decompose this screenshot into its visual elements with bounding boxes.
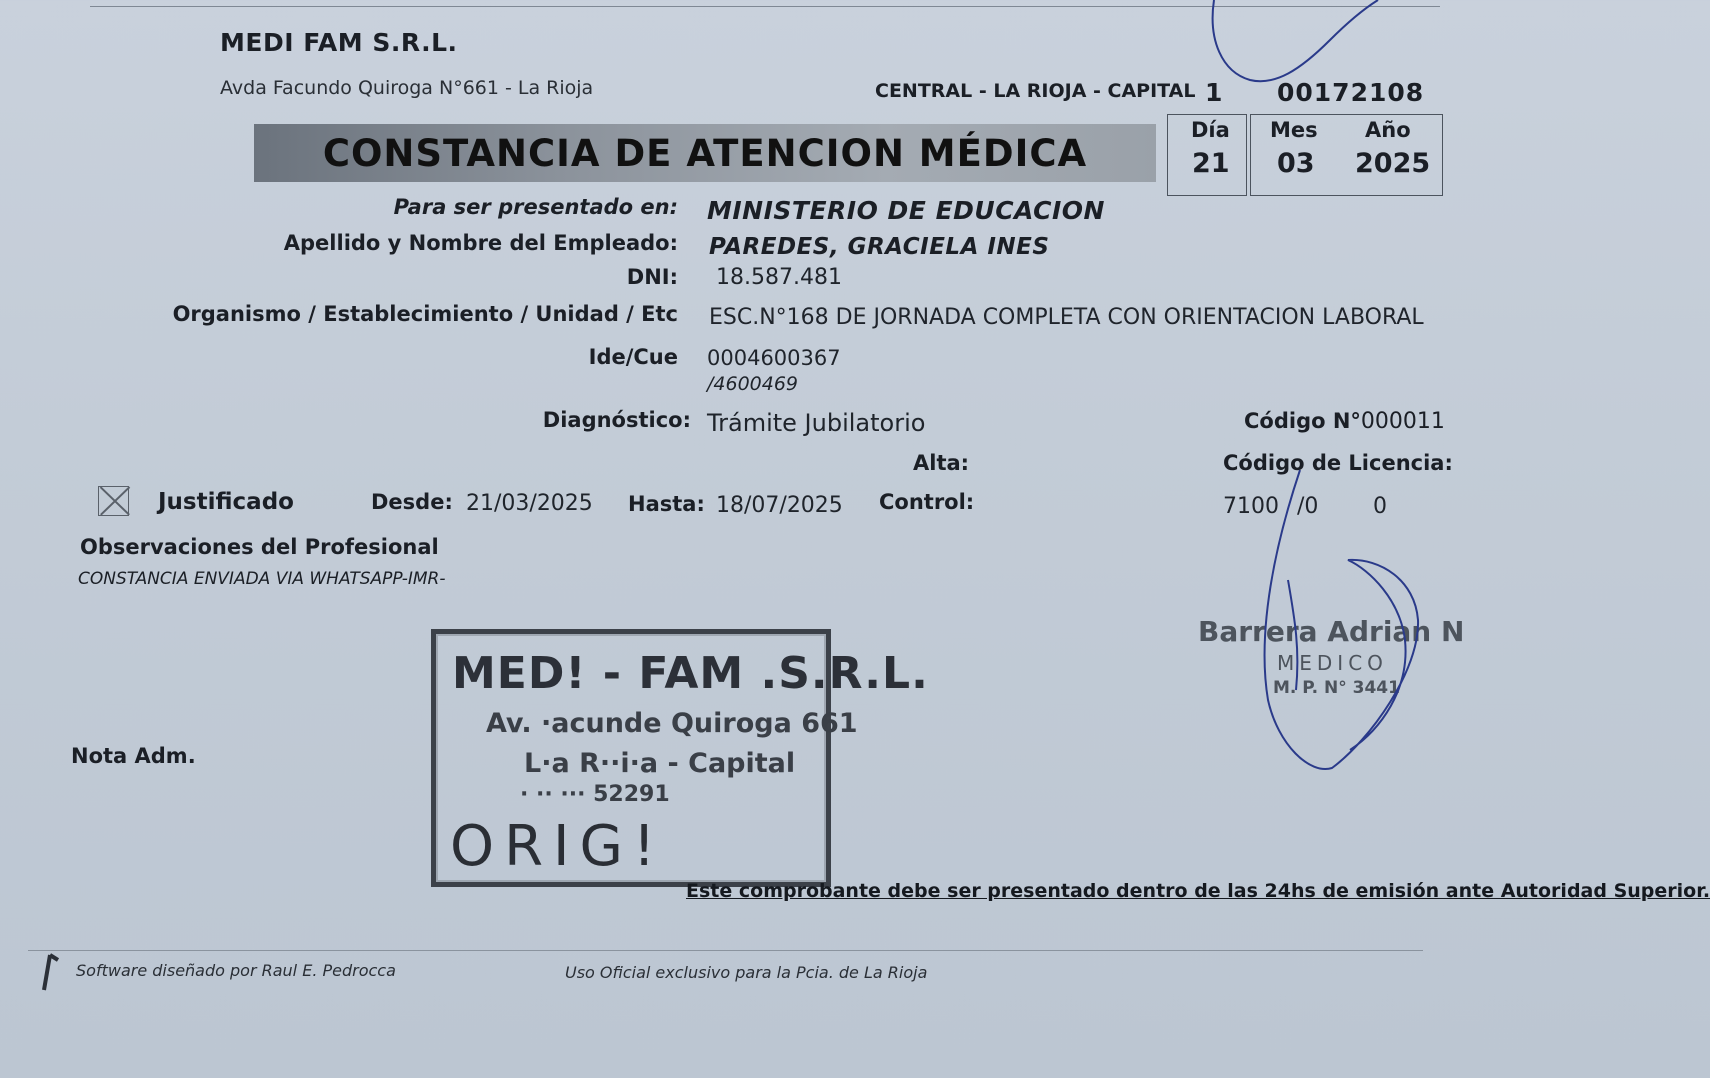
idecue-label: Ide/Cue [588,345,678,369]
hasta-label: Hasta: [628,492,705,516]
justified-label: Justificado [158,489,294,515]
idecue-value-1: 0004600367 [707,346,841,370]
stamp-line-1: MED! - FAM .S.R.L. [452,648,929,699]
footer-software: Software diseñado por Raul E. Pedrocca [76,961,396,980]
license-code-slash: /0 [1297,494,1319,519]
document-number: 00172108 [1277,78,1425,107]
doctor-title: MEDICO [1277,651,1388,675]
code-label: Código N° [1244,409,1361,433]
control-label: Control: [879,490,975,514]
observations-label: Observaciones del Profesional [80,535,439,559]
doctor-license: M. P. N° 3441 [1273,678,1400,698]
title-banner [254,124,1156,182]
alta-label: Alta: [913,451,970,475]
company-address: Avda Facundo Quiroga N°661 - La Rioja [220,77,594,99]
dni-label: DNI: [626,265,678,289]
diagnosis-label: Diagnóstico: [542,408,691,432]
stamp-line-2: Av. ·acunde Quiroga 661 [486,708,858,739]
year-value: 2025 [1355,148,1431,179]
company-stamp [431,629,929,887]
stamp-line-5: ORIG! [450,814,666,879]
year-label: Año [1365,118,1411,142]
org-value: ESC.N°168 DE JORNADA COMPLETA CON ORIENTACION LABORAL [709,305,1424,330]
diagnosis-value: Trámite Jubilatorio [707,409,926,437]
license-code-label: Código de Licencia: [1223,451,1453,475]
bottom-rule [28,950,1423,951]
hasta-value: 18/07/2025 [716,493,843,518]
nota-adm-label: Nota Adm. [71,744,196,768]
presented-value: MINISTERIO DE EDUCACION [707,196,1105,225]
doctor-name: Barrera Adrian N [1198,615,1465,648]
presentation-warning: Este comprobante debe ser presentado dentro de las 24hs de emisión ante Autoridad Superior. [686,880,1710,902]
license-code-value: 7100 [1223,494,1279,519]
employee-label: Apellido y Nombre del Empleado: [283,231,678,255]
month-value: 03 [1277,148,1315,179]
idecue-value-2: /4600469 [707,373,799,395]
observations-text: CONSTANCIA ENVIADA VIA WHATSAPP-IMR- [78,569,446,589]
employee-value: PAREDES, GRACIELA INES [709,234,1050,260]
series-number: 1 [1205,78,1223,107]
footer-official-use: Uso Oficial exclusivo para la Pcia. de La Rioja [565,963,928,982]
day-value: 21 [1192,148,1230,179]
desde-label: Desde: [371,490,453,514]
top-rule [90,6,1440,7]
branch-label: CENTRAL - LA RIOJA - CAPITAL [875,80,1196,102]
desde-value: 21/03/2025 [466,491,593,516]
code-value: 000011 [1360,409,1445,434]
org-label: Organismo / Establecimiento / Unidad / Etc [172,302,678,326]
month-year-box [1250,114,1443,196]
month-label: Mes [1270,118,1318,142]
code-field [1244,409,1445,434]
license-code-extra: 0 [1373,494,1387,519]
day-box [1167,114,1247,196]
company-name: MEDI FAM S.R.L. [220,28,458,57]
stamp-line-4: · ·· ··· 52291 [520,782,670,807]
document-title: CONSTANCIA DE ATENCION MÉDICA [322,131,1088,175]
justified-checkbox[interactable] [98,486,129,516]
day-label: Día [1191,118,1230,142]
dni-value: 18.587.481 [716,265,842,290]
presented-label: Para ser presentado en: [393,195,678,219]
stamp-line-3: L·a R··i·a - Capital [524,748,796,779]
